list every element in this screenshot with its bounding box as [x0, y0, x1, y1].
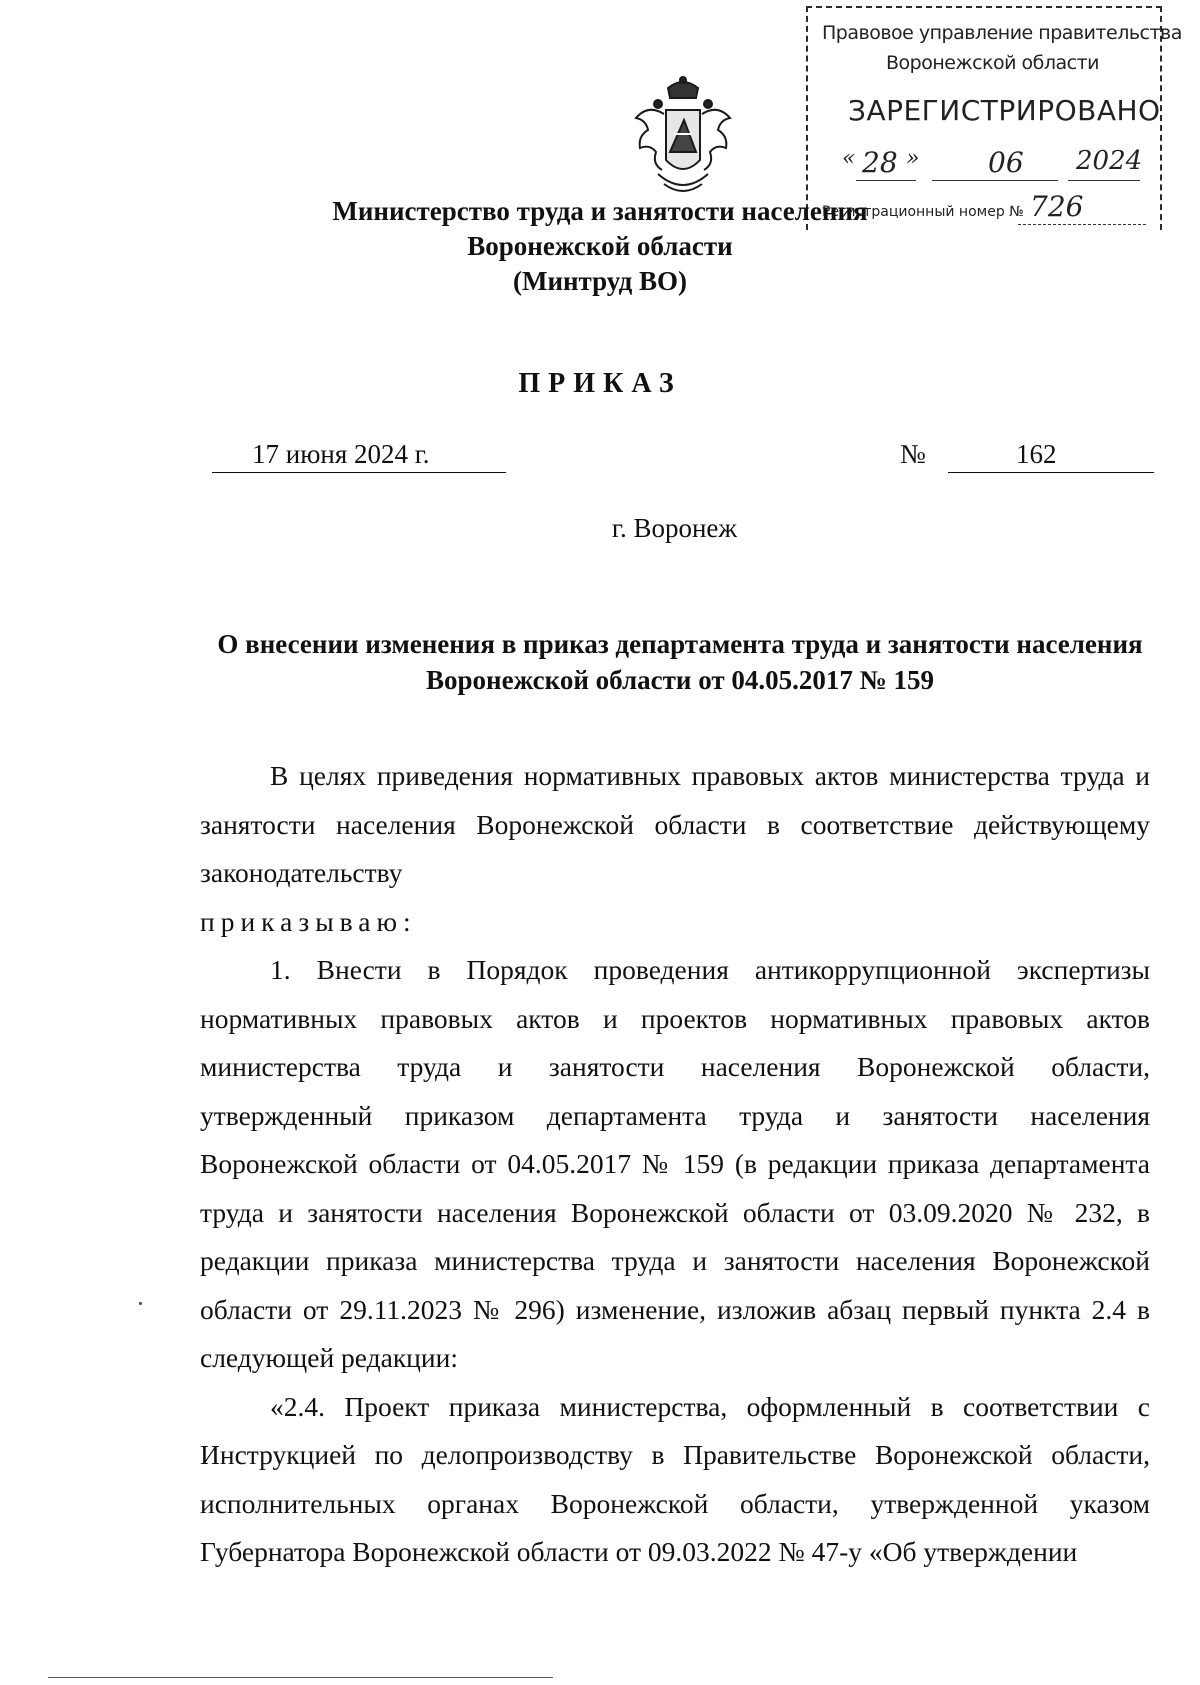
ministry-region: Воронежской области [467, 231, 733, 261]
stamp-status: ЗАРЕГИСТРИРОВАНО [848, 94, 1161, 127]
body-clause-2-4: «2.4. Проект приказа министерства, оформленный в соответствии с Инструкцией по делопроизводству в Правительстве Воронежской области, исполнительных органах Воронежской области, утвержденной указом Губернатора Воронежской области от 09.03.2022 № 47-у «Об утверждении [200, 1390, 1150, 1567]
stamp-region: Воронежской области [886, 52, 1099, 74]
scan-speck [139, 1302, 142, 1305]
stamp-month: 06 [988, 146, 1024, 179]
body-clause-1: 1. Внести в Порядок проведения антикоррупционной экспертизы нормативных правовых актов и проектов нормативных правовых актов министерства труда и занятости населения Воронежской области, утвержденный приказом департамента труда и занятости населения Воронежской области от 04.05.2017 № 159 (в редакции приказа департамента труда и занятости населения Воронежской области от 03.09.2020 № 232, в редакции приказа министерства труда и занятости населения Воронежской области от 29.11.2023 № 296) изменение, изложив абзац первый пункта 2.4 в следующей редакции: [200, 954, 1150, 1373]
order-number-field [948, 436, 1154, 473]
order-date: 17 июня 2024 г. [252, 439, 430, 469]
order-number-label: № [900, 439, 926, 469]
footer-rule [48, 1677, 553, 1678]
body-order-word: приказываю: [200, 905, 417, 937]
order-date-field [212, 436, 506, 473]
stamp-quote-close: » [906, 146, 920, 171]
stamp-authority: Правовое управление правительства [822, 22, 1182, 44]
stamp-year-underline [1068, 180, 1140, 181]
order-number: 162 [1016, 439, 1057, 469]
stamp-reg-number: 726 [1030, 190, 1084, 223]
order-body [200, 752, 1150, 1577]
body-preamble: В целях приведения нормативных правовых актов министерства труда и занятости населения Воронежской области в соответствие действующему законодательству [200, 760, 1150, 888]
coat-of-arms-icon [628, 74, 738, 204]
ministry-short-name: (Минтруд ВО) [512, 266, 688, 296]
document-type: ПРИКАЗ [518, 368, 682, 399]
order-subject: О внесении изменения в приказ департамента труда и занятости населения Воронежской области от 04.05.2017 № 159 [217, 629, 1143, 695]
stamp-year: 2024 [1076, 146, 1143, 176]
ministry-name: Министерство труда и занятости населения [332, 196, 868, 226]
stamp-quote-open: « [842, 146, 856, 171]
stamp-month-underline [932, 180, 1058, 181]
stamp-day: 28 [862, 146, 898, 179]
city: г. Воронеж [611, 513, 738, 543]
stamp-day-underline [856, 180, 916, 181]
stamp-date [840, 146, 1143, 182]
stamp-reg-label: Регистрационный номер № [822, 204, 1024, 220]
